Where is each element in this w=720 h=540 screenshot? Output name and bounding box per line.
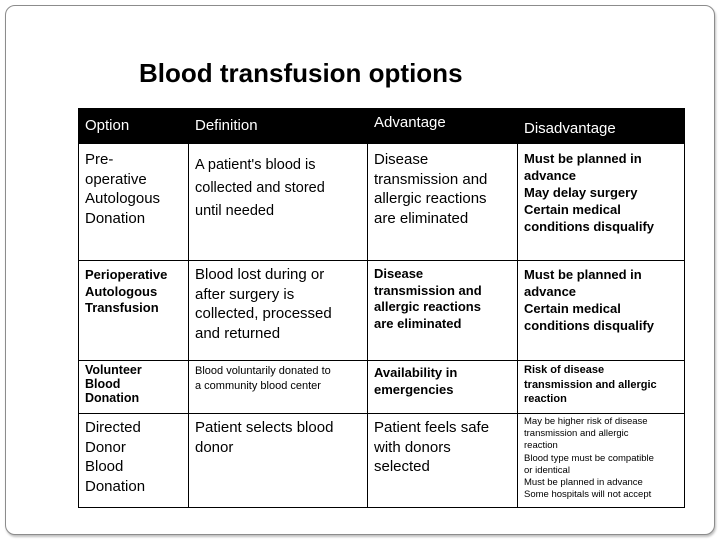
definition-cell: [189, 261, 368, 361]
definition-cell: [189, 361, 368, 414]
cell-line: allergic reactions: [374, 190, 487, 207]
definition-cell: [189, 414, 368, 508]
slide-title: Blood transfusion options: [139, 58, 463, 88]
option-cell: [79, 144, 189, 261]
cell-line: reaction: [524, 393, 567, 405]
cell-line: Donation: [85, 477, 146, 495]
cell-line: Volunteer: [85, 363, 142, 377]
disadvantage-cell: [518, 144, 685, 261]
header-disadvantage: Disadvantage: [518, 109, 685, 144]
cell-line: Directed: [85, 419, 141, 436]
advantage-cell: [368, 361, 518, 414]
cell-line: a community blood center: [195, 379, 321, 392]
cell-line: Certain medical: [524, 301, 621, 316]
cell-line: reaction: [524, 440, 558, 452]
advantage-cell: [368, 144, 518, 261]
cell-line: after surgery is: [195, 285, 295, 303]
cell-line: conditions disqualify: [524, 318, 655, 333]
cell-line: Certain medical: [524, 202, 621, 217]
cell-line: emergencies: [374, 382, 454, 397]
cell-line: Must be planned in advance: [524, 477, 643, 489]
option-cell: [79, 361, 189, 414]
disadvantage-cell: [518, 414, 685, 508]
cell-line: Availability in: [374, 365, 458, 380]
cell-line: Autologous: [85, 283, 158, 299]
cell-line: conditions disqualify: [524, 219, 655, 234]
disadvantage-cell: [518, 361, 685, 414]
table-row: [79, 144, 685, 261]
cell-line: Donation: [85, 209, 146, 227]
cell-line: are eliminated: [374, 209, 469, 227]
cell-line: Donation: [85, 391, 140, 405]
advantage-cell: [368, 414, 518, 508]
definition-cell: [189, 144, 368, 261]
cell-line: transmission and allergic: [524, 428, 629, 440]
cell-line: Perioperative: [85, 267, 168, 282]
option-cell: [79, 414, 189, 508]
cell-line: Disease: [374, 266, 424, 281]
cell-line: Autologous: [85, 190, 161, 207]
transfusion-options-table: [78, 108, 685, 508]
cell-line: allergic reactions: [374, 299, 481, 314]
cell-line: Blood voluntarily donated to: [195, 365, 331, 377]
cell-line: and returned: [195, 324, 281, 342]
cell-line: Donor: [85, 438, 126, 456]
cell-line: until needed: [195, 203, 275, 219]
cell-line: selected: [374, 458, 430, 475]
cell-line: A patient's blood is: [195, 157, 316, 173]
cell-line: Blood type must be compatible: [524, 452, 654, 464]
cell-line: or identical: [524, 464, 570, 476]
header-option: Option: [79, 109, 189, 144]
cell-line: Pre-: [85, 151, 114, 168]
cell-line: Some hospitals will not accept: [524, 489, 652, 501]
option-cell: [79, 261, 189, 361]
cell-line: Blood: [85, 458, 124, 475]
cell-line: Risk of disease: [524, 364, 605, 376]
cell-line: Blood lost during or: [195, 266, 325, 283]
cell-line: Blood: [85, 377, 121, 391]
disadvantage-cell: [518, 261, 685, 361]
header-definition: Definition: [189, 109, 368, 144]
advantage-cell: [368, 261, 518, 361]
cell-line: collected and stored: [195, 180, 325, 196]
cell-line: Must be planned in: [524, 267, 642, 282]
cell-line: May delay surgery: [524, 185, 638, 200]
cell-line: Patient feels safe: [374, 419, 490, 436]
cell-line: transmission and allergic: [524, 378, 657, 391]
cell-line: with donors: [374, 438, 451, 456]
cell-line: operative: [85, 170, 147, 188]
cell-line: transmission and: [374, 170, 488, 188]
cell-line: Transfusion: [85, 300, 159, 315]
table-row: [79, 414, 685, 508]
cell-line: are eliminated: [374, 315, 462, 331]
cell-line: Must be planned in: [524, 151, 642, 166]
cell-line: advance: [524, 284, 577, 299]
table-row: [79, 361, 685, 414]
cell-line: May be higher risk of disease: [524, 416, 648, 427]
table-header-row: [79, 109, 685, 144]
table-row: [79, 261, 685, 361]
cell-line: Disease: [374, 151, 429, 168]
cell-line: collected, processed: [195, 305, 332, 322]
cell-line: advance: [524, 168, 577, 183]
header-advantage: Advantage: [368, 109, 518, 144]
cell-line: Patient selects blood: [195, 419, 334, 436]
slide: [5, 5, 715, 535]
cell-line: donor: [195, 438, 234, 456]
cell-line: transmission and: [374, 282, 482, 298]
